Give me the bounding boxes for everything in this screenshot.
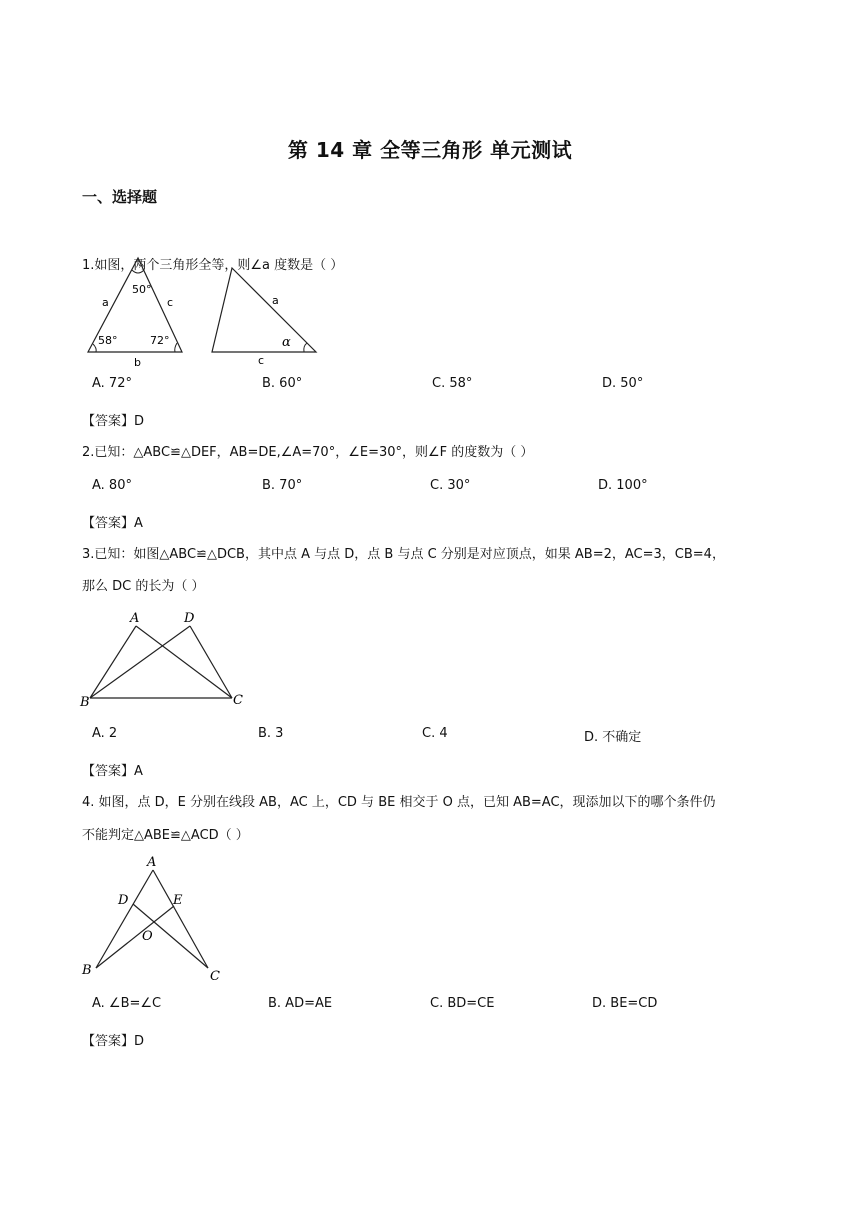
q4-option-d: D. BE=CD — [592, 996, 658, 1011]
segment-ab — [90, 626, 136, 698]
label-angle-72: 72° — [150, 334, 170, 347]
q1-option-a: A. 72° — [92, 376, 132, 391]
label-side-c-2: c — [258, 354, 265, 366]
q2-option-a: A. 80° — [92, 478, 132, 493]
q4-option-b: B. AD=AE — [268, 996, 333, 1011]
q1-option-b: B. 60° — [262, 376, 303, 391]
triangle-2 — [212, 268, 316, 352]
angle-arc-right — [175, 343, 177, 352]
point-label-c: C — [233, 693, 243, 708]
section-heading: 一、选择题 — [82, 188, 158, 206]
point-label-c: C — [210, 969, 220, 984]
angle-arc-alpha — [304, 343, 307, 352]
point-label-o: O — [142, 929, 153, 944]
segment-ac — [136, 626, 232, 698]
q1-option-d: D. 50° — [602, 376, 644, 391]
label-side-a-2: a — [272, 294, 279, 307]
question-4-stem-line-1: 4. 如图，点 D，E 分别在线段 AB，AC 上，CD 与 BE 相交于 O 点，已知 AB=AC，现添加以下的哪个条件仍 — [82, 795, 716, 810]
question-1-figure-2 — [206, 262, 322, 366]
q2-answer: 【答案】A — [82, 516, 143, 531]
page-title: 第 14 章 全等三角形 单元测试 — [287, 138, 573, 162]
q2-option-b: B. 70° — [262, 478, 303, 493]
point-label-b: B — [82, 963, 92, 978]
question-3-stem-line-1: 3.已知：如图△ABC≌△DCB，其中点 A 与点 D，点 B 与点 C 分别是对应顶点，如果 AB=2，AC=3，CB=4， — [82, 547, 725, 562]
point-label-a: A — [147, 855, 157, 870]
q3-option-c: C. 4 — [422, 726, 448, 741]
label-angle-58: 58° — [98, 334, 118, 347]
segment-ab — [96, 870, 153, 968]
label-angle-alpha: α — [282, 335, 291, 350]
q1-answer: 【答案】D — [82, 414, 145, 429]
question-1-stem: 1.如图，两个三角形全等，则∠a 度数是（ ） — [82, 258, 344, 273]
segment-ac — [153, 870, 208, 968]
point-label-d: D — [118, 893, 129, 908]
point-label-b: B — [80, 695, 90, 710]
point-label-a: A — [130, 611, 140, 626]
angle-arc-left — [93, 344, 96, 352]
q4-option-c: C. BD=CE — [430, 996, 495, 1011]
label-side-b: b — [134, 356, 141, 368]
label-angle-50: 50° — [132, 283, 152, 296]
segment-dc — [190, 626, 232, 698]
label-side-c: c — [167, 296, 174, 309]
question-2-stem: 2.已知：△ABC≌△DEF，AB=DE,∠A=70°，∠E=30°，则∠F 的度数为（ ） — [82, 445, 534, 460]
point-label-e: E — [173, 893, 183, 908]
q4-option-a: A. ∠B=∠C — [92, 996, 162, 1011]
q2-option-d: D. 100° — [598, 478, 648, 493]
point-label-d: D — [184, 611, 195, 626]
segment-be — [96, 906, 174, 968]
q2-option-c: C. 30° — [430, 478, 471, 493]
q3-option-d: D. 不确定 — [584, 730, 642, 745]
question-3-figure — [78, 608, 258, 712]
label-side-a: a — [102, 296, 109, 309]
angle-arc-top — [132, 270, 144, 273]
question-4-figure — [78, 852, 228, 986]
q3-option-b: B. 3 — [258, 726, 284, 741]
question-3-stem-line-2: 那么 DC 的长为（ ） — [82, 579, 205, 594]
q4-answer: 【答案】D — [82, 1034, 145, 1049]
q3-option-a: A. 2 — [92, 726, 118, 741]
q3-answer: 【答案】A — [82, 764, 143, 779]
question-4-stem-line-2: 不能判定△ABE≌△ACD（ ） — [82, 828, 249, 843]
q1-option-c: C. 58° — [432, 376, 473, 391]
question-1-figure-1 — [84, 256, 188, 368]
segment-db — [90, 626, 190, 698]
